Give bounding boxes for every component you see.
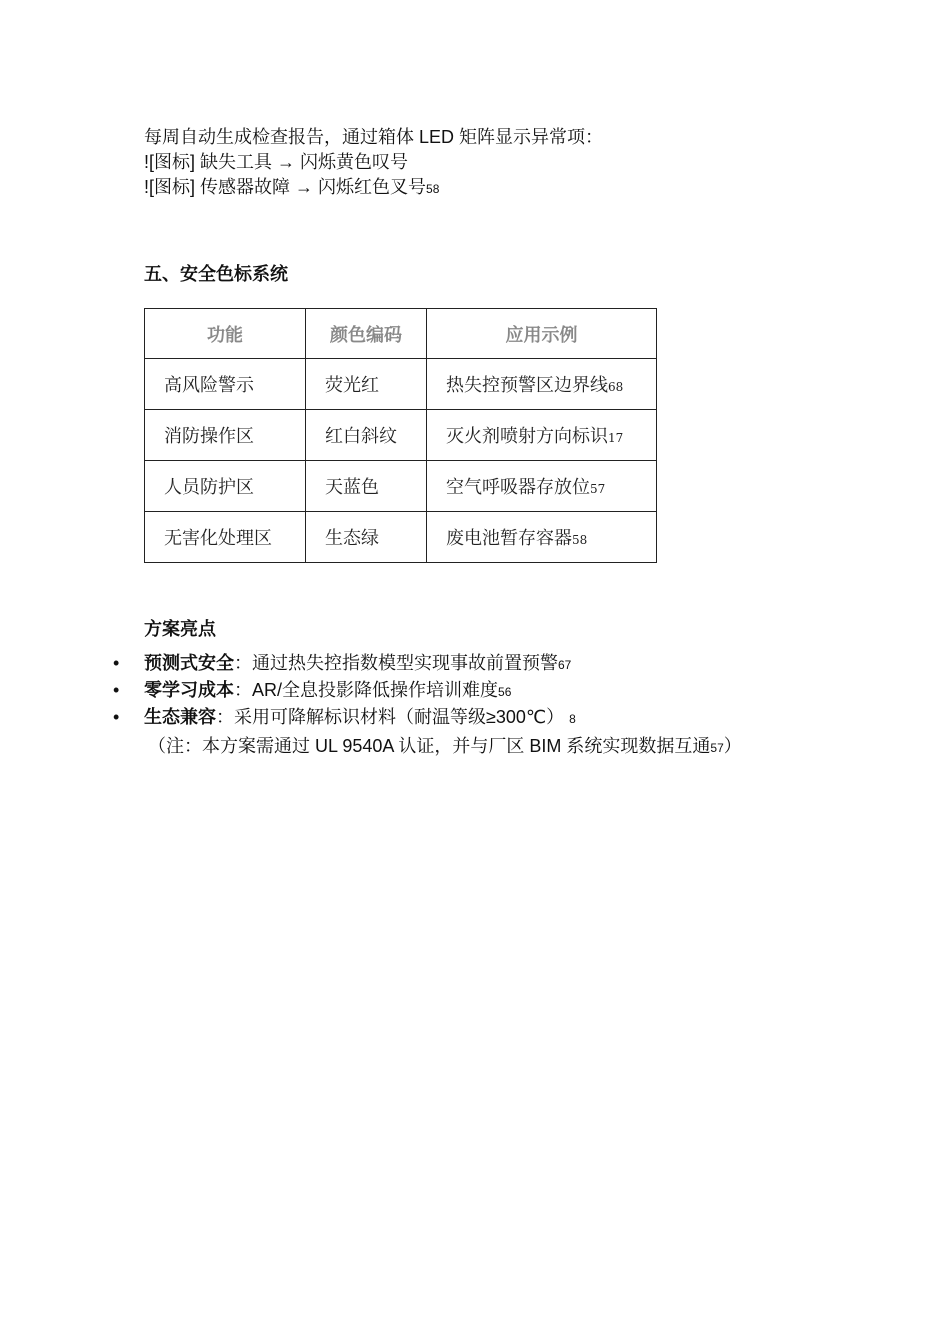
table-row	[145, 512, 657, 563]
list-item: • 生态兼容：采用可降解标识材料（耐温等级≥300℃） 8	[113, 705, 576, 732]
section-title: 五、安全色标系统	[144, 264, 288, 284]
item-label: 零学习成本	[144, 680, 234, 700]
cell-function: 消防操作区	[145, 410, 306, 461]
intro-line-2: ![图标] 缺失工具 → 闪烁黄色叹号	[144, 152, 409, 172]
cell-color: 荧光红	[306, 359, 427, 410]
list-item: • 预测式安全：通过热失控指数模型实现事故前置预警67	[113, 651, 576, 678]
cell-example: 空气呼吸器存放位57	[427, 461, 657, 512]
cell-example: 热失控预警区边界线68	[427, 359, 657, 410]
highlights-title: 方案亮点	[144, 619, 216, 639]
table-header-row	[145, 309, 657, 359]
footnote-ref: 67	[558, 658, 572, 672]
footnote-ref: 57	[590, 482, 606, 496]
header-example: 应用示例	[427, 309, 657, 359]
color-code-table	[144, 308, 657, 563]
footnote-ref: 17	[608, 431, 624, 445]
item-text: 通过热失控指数模型实现事故前置预警	[252, 653, 558, 673]
cell-color: 生态绿	[306, 512, 427, 563]
item-text: AR/全息投影降低操作培训难度	[252, 680, 499, 700]
bullet-icon: •	[113, 680, 120, 700]
cell-example: 废电池暂存容器58	[427, 512, 657, 563]
list-item: • 零学习成本：AR/全息投影降低操作培训难度56	[113, 678, 576, 705]
footnote-ref: 68	[608, 380, 624, 394]
footnote-ref: 57	[710, 741, 724, 755]
cell-function: 高风险警示	[145, 359, 306, 410]
item-text: 采用可降解标识材料（耐温等级≥300℃）	[234, 707, 565, 727]
cell-function: 无害化处理区	[145, 512, 306, 563]
cell-color: 天蓝色	[306, 461, 427, 512]
header-function: 功能	[145, 309, 306, 359]
cell-function: 人员防护区	[145, 461, 306, 512]
highlights-list	[113, 651, 576, 732]
footnote-ref: 58	[572, 533, 588, 547]
footnote-ref: 58	[426, 182, 440, 196]
bullet-icon: •	[113, 707, 120, 727]
cell-color: 红白斜纹	[306, 410, 427, 461]
item-label: 预测式安全	[144, 653, 234, 673]
intro-line-3: ![图标] 传感器故障 → 闪烁红色叉号58	[144, 177, 440, 197]
table-row	[145, 359, 657, 410]
cell-example: 灭火剂喷射方向标识17	[427, 410, 657, 461]
bullet-icon: •	[113, 653, 120, 673]
item-label: 生态兼容	[144, 707, 216, 727]
footnote-ref: 8	[569, 712, 576, 726]
header-color: 颜色编码	[306, 309, 427, 359]
footnote-ref: 56	[498, 685, 512, 699]
intro-line-1: 每周自动生成检查报告，通过箱体 LED 矩阵显示异常项：	[144, 127, 604, 147]
table-row	[145, 410, 657, 461]
table-row	[145, 461, 657, 512]
note-line: （注：本方案需通过 UL 9540A 认证，并与厂区 BIM 系统实现数据互通57）	[148, 736, 742, 756]
